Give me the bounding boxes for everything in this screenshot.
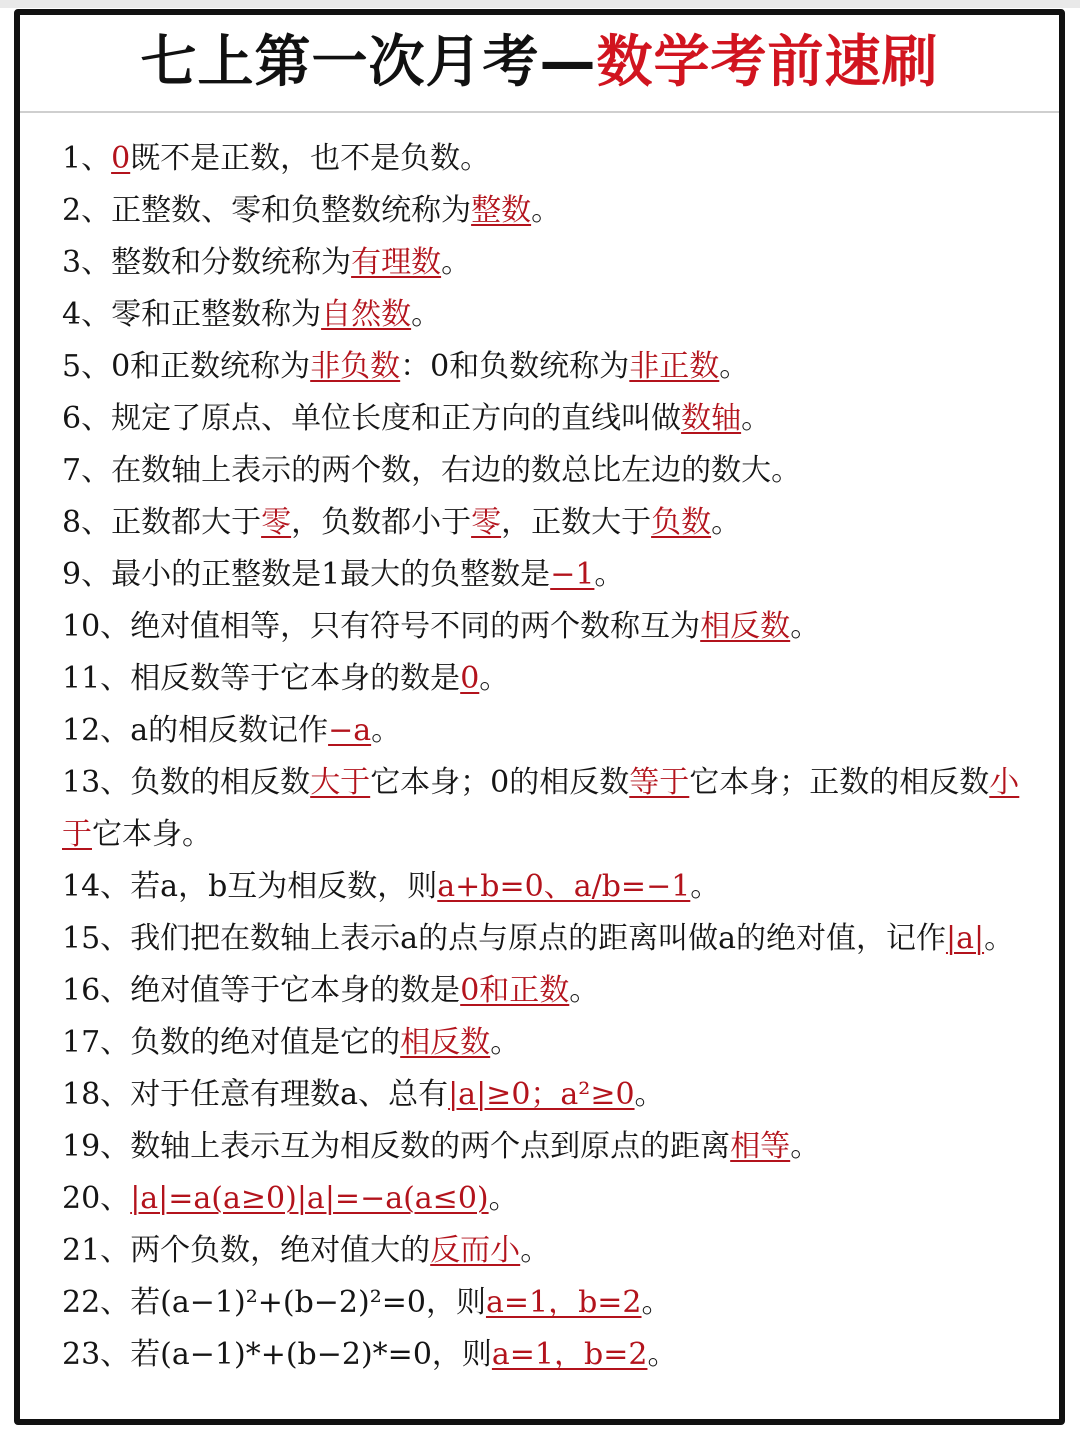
statement-text: 。: [488, 1181, 519, 1216]
statement-text: a的相反数记作: [130, 713, 329, 748]
statement-text: ：0和负数统称为: [400, 349, 630, 384]
answer-text: −1: [550, 557, 595, 592]
statement-text: 若(a−1)²+(b−2)²=0，则: [130, 1285, 486, 1320]
list-item: [62, 705, 1037, 757]
statement-text: 。: [711, 505, 742, 540]
answer-text: 数轴: [681, 401, 742, 436]
top-strip: [0, 0, 1080, 8]
answer-text: 相等: [730, 1129, 791, 1164]
answer-text: |a|≥0；a²≥0: [448, 1077, 635, 1112]
statement-text: 。: [647, 1337, 678, 1372]
statement-text: 我们把在数轴上表示a的点与原点的距离叫做a的绝对值，记作: [130, 921, 946, 956]
statement-text: ，正数大于: [501, 505, 652, 540]
statement-text: 。: [984, 921, 1015, 956]
answer-text: a+b=0、a/b=−1: [437, 869, 691, 904]
item-number: 4、: [62, 297, 112, 332]
statement-text: 。: [719, 349, 750, 384]
list-item: [62, 965, 1037, 1017]
answer-text: 相反数: [400, 1025, 491, 1060]
statement-text: 。: [569, 973, 600, 1008]
answer-text: 有理数: [351, 245, 442, 280]
statement-text: 。: [411, 297, 442, 332]
item-number: 12、: [62, 713, 131, 748]
answer-text: 大于: [310, 765, 371, 800]
answer-text: 等于: [629, 765, 690, 800]
answer-text: −a: [328, 713, 372, 748]
statement-text: ，负数都小于: [291, 505, 472, 540]
statement-text: 。: [520, 1233, 551, 1268]
knowledge-list: [62, 133, 1037, 1381]
list-item: [62, 133, 1037, 185]
statement-text: 它本身；0的相反数: [370, 765, 630, 800]
statement-text: 最小的正整数是1最大的负整数是: [111, 557, 551, 592]
title-main: 七上第一次月考—: [140, 30, 597, 95]
answer-text: 零: [261, 505, 292, 540]
item-number: 20、: [62, 1181, 131, 1216]
answer-text: 反而小: [430, 1233, 521, 1268]
item-number: 1、: [62, 141, 112, 176]
answer-text: |a|: [945, 921, 985, 956]
item-number: 23、: [62, 1337, 131, 1372]
statement-text: 绝对值相等，只有符号不同的两个数称互为: [130, 609, 701, 644]
answer-text: 负数: [651, 505, 712, 540]
list-item: [62, 1069, 1037, 1121]
answer-text: a=1，b=2: [485, 1285, 642, 1320]
list-item: [62, 601, 1037, 653]
statement-text: 在数轴上表示的两个数，右边的数总比左边的数大。: [111, 453, 802, 488]
answer-text: 非负数: [310, 349, 401, 384]
item-number: 14、: [62, 869, 131, 904]
item-number: 15、: [62, 921, 131, 956]
list-item: [62, 653, 1037, 705]
statement-text: 两个负数，绝对值大的: [130, 1233, 431, 1268]
answer-text: 0: [111, 141, 131, 176]
statement-text: 0和正数统称为: [111, 349, 311, 384]
statement-text: 它本身；正数的相反数: [689, 765, 990, 800]
statement-text: 既不是正数，也不是负数。: [130, 141, 491, 176]
statement-text: 规定了原点、单位长度和正方向的直线叫做: [111, 401, 682, 436]
title-highlight: 数学考前速刷: [596, 30, 939, 95]
answer-text: 非正数: [629, 349, 720, 384]
answer-text: 自然数: [321, 297, 412, 332]
page-title: [20, 15, 1059, 113]
list-item: [62, 1121, 1037, 1173]
item-number: 8、: [62, 505, 112, 540]
list-item: [62, 1173, 1037, 1225]
statement-text: 相反数等于它本身的数是: [130, 661, 461, 696]
statement-text: 。: [531, 193, 562, 228]
item-number: 7、: [62, 453, 112, 488]
statement-text: 。: [790, 609, 821, 644]
list-item: [62, 549, 1037, 601]
statement-text: 。: [594, 557, 625, 592]
statement-text: 。: [490, 1025, 521, 1060]
statement-text: 若(a−1)*+(b−2)*=0，则: [130, 1337, 492, 1372]
statement-text: 若a，b互为相反数，则: [130, 869, 438, 904]
list-item: [62, 1329, 1037, 1381]
list-item: [62, 185, 1037, 237]
statement-text: 它本身。: [92, 817, 212, 852]
list-item: [62, 1225, 1037, 1277]
list-item: [62, 289, 1037, 341]
statement-text: 正整数、零和负整数统称为: [111, 193, 472, 228]
list-item: [62, 1017, 1037, 1069]
statement-text: 对于任意有理数a、总有: [130, 1077, 449, 1112]
statement-text: 负数的相反数: [130, 765, 311, 800]
list-item: [62, 913, 1037, 965]
document-frame: [14, 9, 1065, 1425]
statement-text: 零和正整数称为: [111, 297, 322, 332]
statement-text: 正数都大于: [111, 505, 262, 540]
statement-text: 绝对值等于它本身的数是: [130, 973, 461, 1008]
answer-text: |a|=a(a≥0)|a|=−a(a≤0): [130, 1181, 489, 1216]
statement-text: 。: [790, 1129, 821, 1164]
statement-text: 负数的绝对值是它的: [130, 1025, 401, 1060]
list-item: [62, 861, 1037, 913]
answer-text: 相反数: [700, 609, 791, 644]
answer-text: 0: [460, 661, 480, 696]
answer-text: 零: [471, 505, 502, 540]
item-number: 22、: [62, 1285, 131, 1320]
list-item: [62, 497, 1037, 549]
statement-text: 整数和分数统称为: [111, 245, 352, 280]
item-number: 2、: [62, 193, 112, 228]
list-item: [62, 393, 1037, 445]
item-number: 13、: [62, 765, 131, 800]
item-number: 17、: [62, 1025, 131, 1060]
item-number: 21、: [62, 1233, 131, 1268]
item-number: 18、: [62, 1077, 131, 1112]
list-item: [62, 341, 1037, 393]
item-number: 16、: [62, 973, 131, 1008]
statement-text: 。: [371, 713, 402, 748]
list-item: [62, 757, 1037, 861]
item-number: 3、: [62, 245, 112, 280]
statement-text: 。: [479, 661, 510, 696]
list-item: [62, 1277, 1037, 1329]
item-number: 9、: [62, 557, 112, 592]
item-number: 19、: [62, 1129, 131, 1164]
answer-text: a=1，b=2: [491, 1337, 648, 1372]
item-number: 10、: [62, 609, 131, 644]
item-number: 11、: [62, 661, 131, 696]
statement-text: 。: [634, 1077, 665, 1112]
item-number: 5、: [62, 349, 112, 384]
list-item: [62, 237, 1037, 289]
item-number: 6、: [62, 401, 112, 436]
statement-text: 。: [641, 1285, 672, 1320]
statement-text: 。: [741, 401, 772, 436]
statement-text: 数轴上表示互为相反数的两个点到原点的距离: [130, 1129, 731, 1164]
list-item: [62, 445, 1037, 497]
statement-text: 。: [441, 245, 472, 280]
answer-text: 0和正数: [460, 973, 570, 1008]
answer-text: 小于: [62, 765, 1020, 852]
answer-text: 整数: [471, 193, 532, 228]
statement-text: 。: [690, 869, 721, 904]
